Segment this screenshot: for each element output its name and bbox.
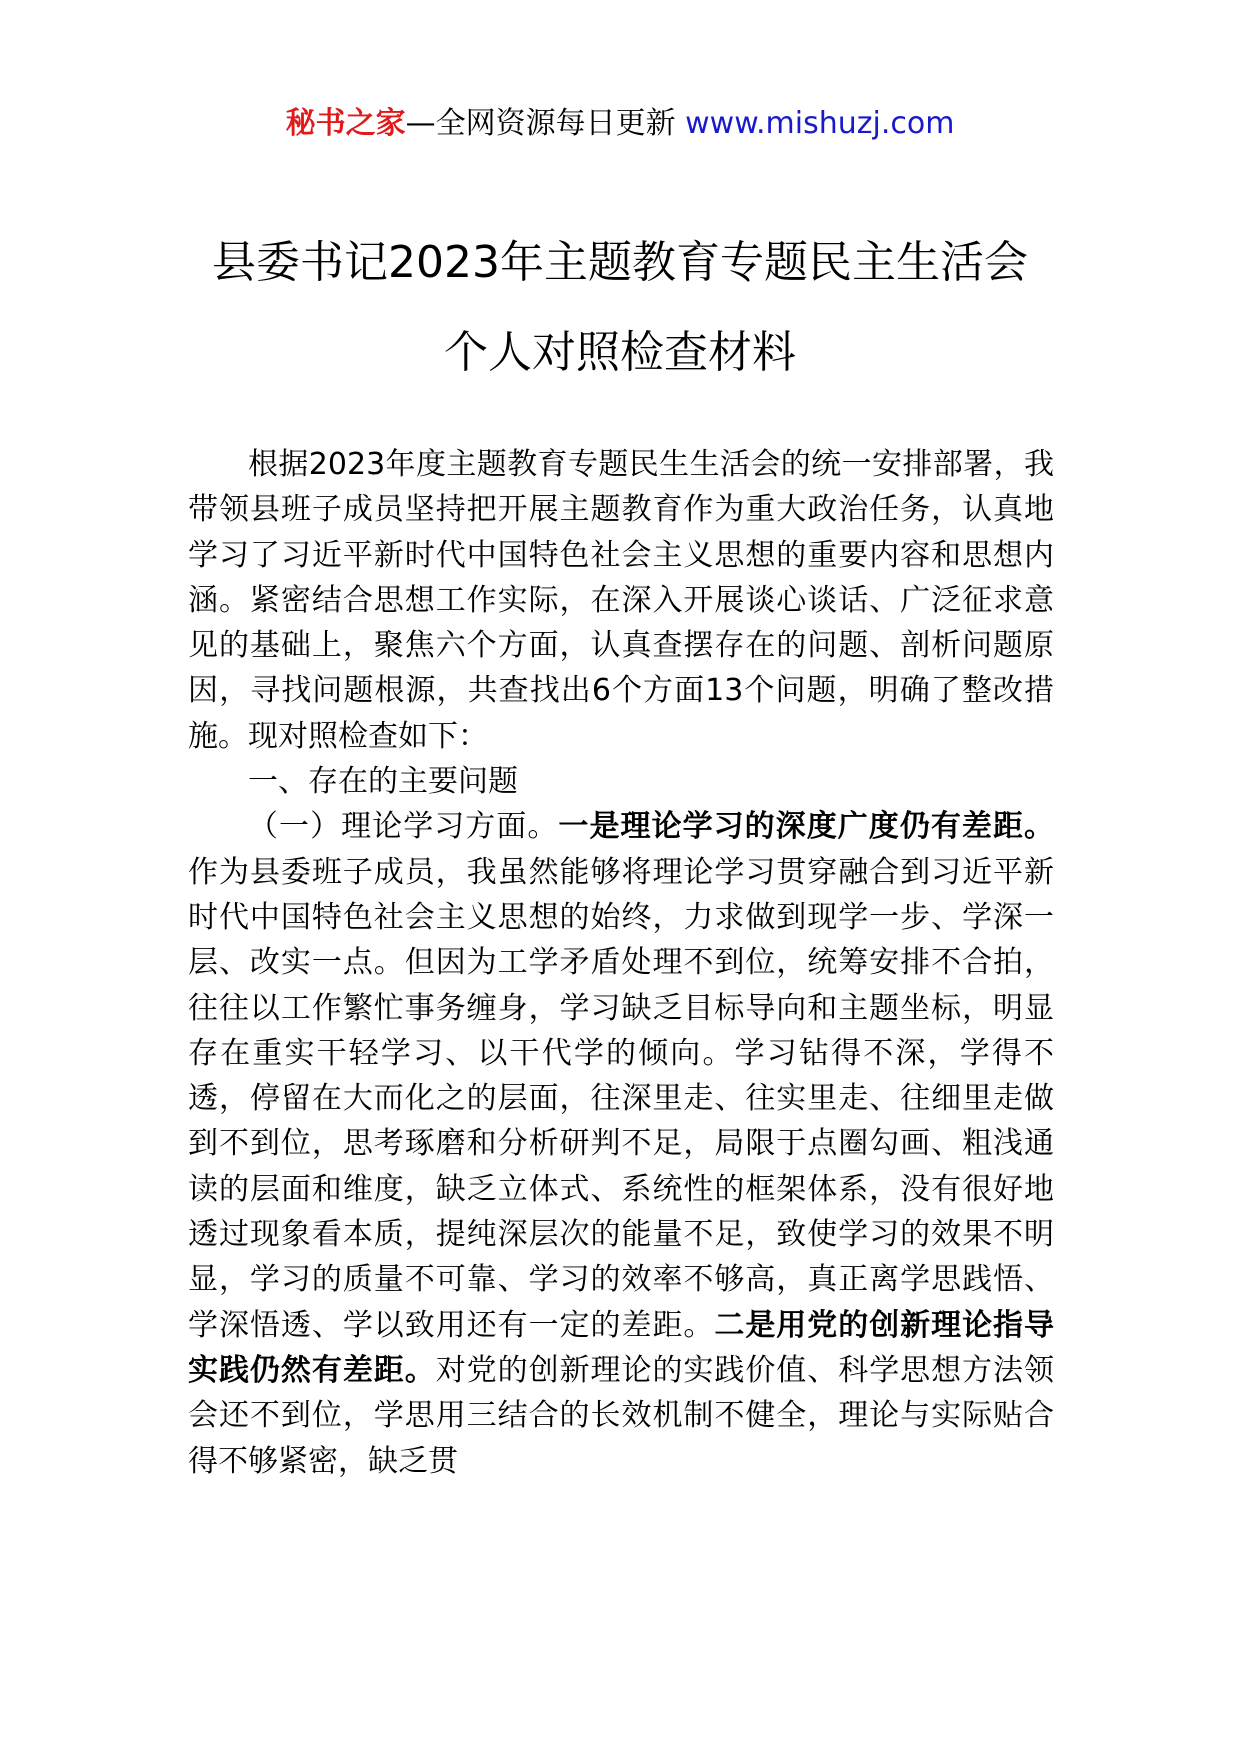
subsection-paragraph [188, 804, 1054, 1483]
header-url-link[interactable]: www.mishuzj.com [685, 106, 955, 141]
header-slogan: —全网资源每日更新 [405, 106, 676, 141]
header-brand: 秘书之家 [285, 106, 406, 141]
page-header [0, 104, 1240, 144]
document-title-line2: 个人对照检查材料 [444, 327, 796, 378]
subsection-label: （一）理论学习方面。 [248, 809, 559, 845]
document-title-line1: 县委书记2023年主题教育专题民主生活会 [212, 237, 1028, 288]
document-body [188, 442, 1054, 1484]
section-heading: 一、存在的主要问题 [248, 764, 518, 800]
intro-paragraph: 根据2023年度主题教育专题民生生活会的统一安排部署，我带领县班子成员坚持把开展主题教育作为重大政治任务，认真地学习了习近平新时代中国特色社会主义思想的重要内容和思想内涵。紧密结合思想工作实际，在深入开展谈心谈话、广泛征求意见的基础上，聚焦六个方面，认真查摆存在的问题、剖析问题原因，寻找问题根源，共查找出6个方面13个问题，明确了整改措施。现对照检查如下： [188, 447, 1054, 754]
point1-text: 作为县委班子成员，我虽然能够将理论学习贯穿融合到习近平新时代中国特色社会主义思想的始终，力求做到现学一步、学深一层、改实一点。但因为工学矛盾处理不到位，统筹安排不合拍，往往以工作繁忙事务缠身，学习缺乏目标导向和主题坐标，明显存在重实干轻学习、以干代学的倾向。学习钻得不深，学得不透，停留在大而化之的层面，往深里走、往实里走、往细里走做到不到位，思考琢磨和分析研判不足，局限于点圈勾画、粗浅通读的层面和维度，缺乏立体式、系统性的框架体系，没有很好地透过现象看本质，提纯深层次的能量不足，致使学习的效果不明显，学习的质量不可靠、学习的效率不够高，真正离学思践悟、学深悟透、学以致用还有一定的差距。 [188, 854, 1054, 1343]
point1-heading: 一是理论学习的深度广度仍有差距。 [558, 809, 1055, 845]
point2-heading: 二是用党的创新理论指导实践仍然有差距。 [188, 1307, 1055, 1388]
point2-text: 对党的创新理论的实践价值、科学思想方法领会还不到位，学思用三结合的长效机制不健全，理论与实际贴合得不够紧密，缺乏贯 [188, 1352, 1055, 1479]
